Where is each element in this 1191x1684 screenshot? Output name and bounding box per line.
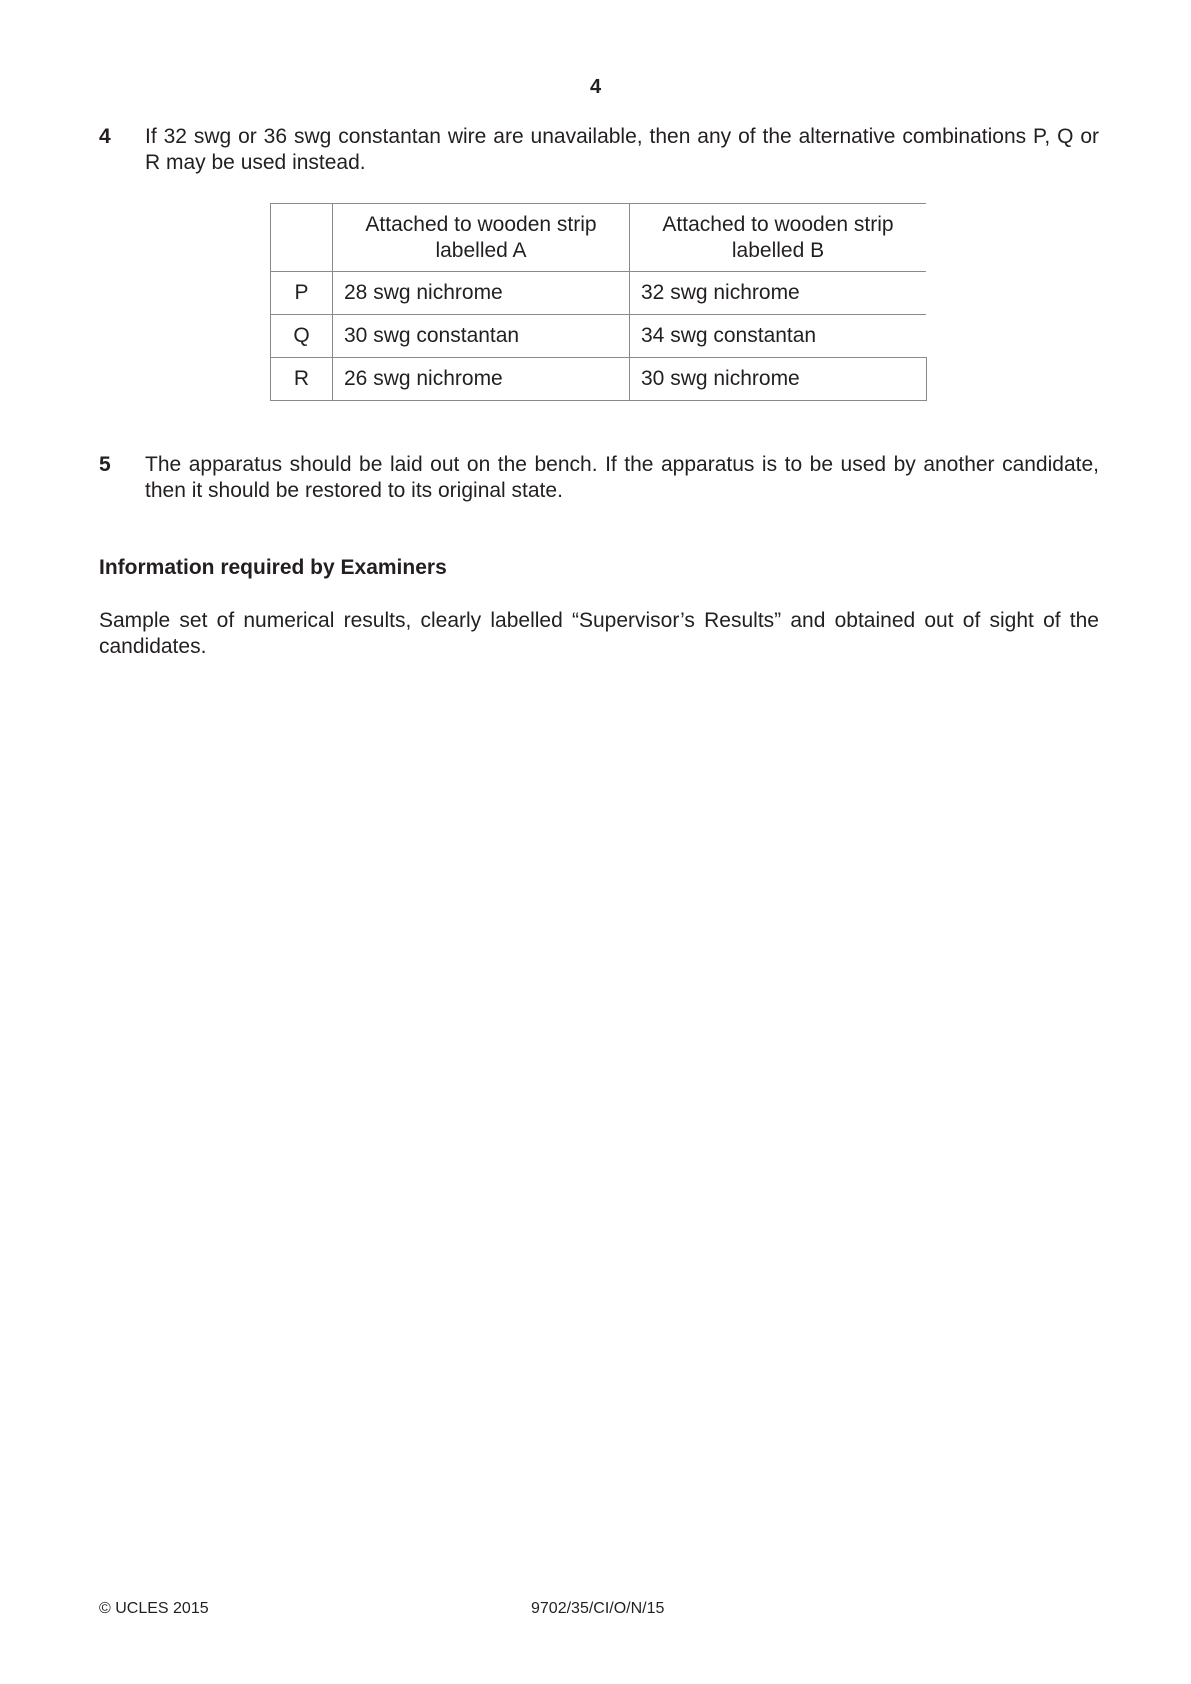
row-label: P xyxy=(271,272,333,315)
page-number: 4 xyxy=(589,76,602,98)
strip-a-wire: 30 swg constantan xyxy=(333,315,630,358)
strip-b-wire: 30 swg nichrome xyxy=(630,358,927,401)
question-number: 5 xyxy=(99,453,111,476)
question-text: The apparatus should be laid out on the bench. If the apparatus is to be used by another candidate, then it should be restored to its original state. xyxy=(145,453,1099,502)
section-heading: Information required by Examiners xyxy=(99,556,447,579)
strip-a-wire: 26 swg nichrome xyxy=(333,358,630,401)
footer-copyright: © UCLES 2015 xyxy=(99,1600,209,1617)
question-5 xyxy=(99,452,1099,504)
strip-a-wire: 28 swg nichrome xyxy=(333,272,630,315)
wire-combinations-table xyxy=(270,203,927,401)
column-header-strip-b: Attached to wooden strip labelled B xyxy=(630,204,927,272)
question-text: If 32 swg or 36 swg constantan wire are unavailable, then any of the alternative combinations P, Q or R may be used instead. xyxy=(145,125,1099,174)
question-4 xyxy=(99,124,1099,176)
table-corner-cell xyxy=(271,204,333,272)
table-row xyxy=(271,272,927,315)
table-row xyxy=(271,358,927,401)
table-header-row xyxy=(271,204,927,272)
row-label: Q xyxy=(271,315,333,358)
section-body-text: Sample set of numerical results, clearly labelled “Supervisor’s Results” and obtained out of sight of the candidates. xyxy=(99,609,1099,658)
question-number: 4 xyxy=(99,125,111,148)
strip-b-wire: 34 swg constantan xyxy=(630,315,927,358)
column-header-strip-a: Attached to wooden strip labelled A xyxy=(333,204,630,272)
row-label: R xyxy=(271,358,333,401)
footer-document-code: 9702/35/CI/O/N/15 xyxy=(531,1600,665,1617)
strip-b-wire: 32 swg nichrome xyxy=(630,272,927,315)
table-row xyxy=(271,315,927,358)
